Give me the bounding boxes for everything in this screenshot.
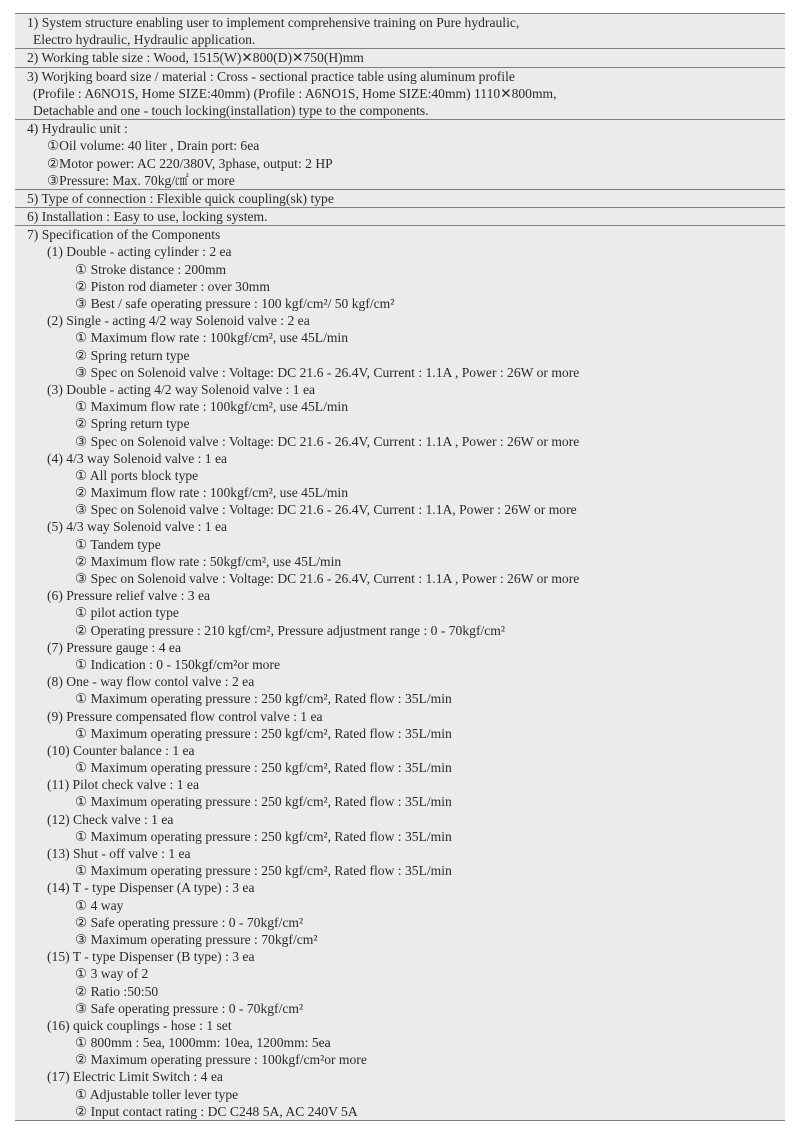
spec-line: (2) Single - acting 4/2 way Solenoid valve : 2 ea <box>47 313 310 329</box>
spec-line: ① Maximum operating pressure : 250 kgf/cm², Rated flow : 35L/min <box>75 691 452 707</box>
spec-line: Electro hydraulic, Hydraulic application. <box>33 32 256 48</box>
spec-line: (8) One - way flow contol valve : 2 ea <box>47 674 255 690</box>
spec-section <box>15 207 785 225</box>
spec-line: ①Oil volume: 40 liter , Drain port: 6ea <box>47 138 260 154</box>
spec-line: ① 800mm : 5ea, 1000mm: 10ea, 1200mm: 5ea <box>75 1035 331 1051</box>
spec-line: ③ Spec on Solenoid valve : Voltage: DC 21.6 - 26.4V, Current : 1.1A , Power : 26W or more <box>75 364 580 380</box>
spec-line: (5) 4/3 way Solenoid valve : 1 ea <box>47 519 228 535</box>
spec-line: ② Input contact rating : DC C248 5A, AC 240V 5A <box>75 1103 358 1119</box>
spec-section <box>15 13 785 48</box>
spec-section <box>15 67 785 120</box>
spec-section <box>15 189 785 207</box>
spec-line: (10) Counter balance : 1 ea <box>47 742 195 758</box>
spec-line: ③ Best / safe operating pressure : 100 kgf/cm²/ 50 kgf/cm² <box>75 296 395 311</box>
spec-line: (9) Pressure compensated flow control valve : 1 ea <box>47 708 323 724</box>
spec-line: ③ Maximum operating pressure : 70kgf/cm² <box>75 931 318 947</box>
spec-line: ① Tandem type <box>75 536 161 552</box>
spec-line: (1) Double - acting cylinder : 2 ea <box>47 244 232 260</box>
spec-line: (3) Double - acting 4/2 way Solenoid valve : 1 ea <box>47 381 316 397</box>
spec-line: (15) T - type Dispenser (B type) : 3 ea <box>47 949 255 965</box>
spec-line: ②Motor power: AC 220/380V, 3phase, output: 2 HP <box>47 155 333 171</box>
section-heading: 1) System structure enabling user to implement comprehensive training on Pure hydraulic, <box>27 15 520 30</box>
spec-line: (Profile : A6NO1S, Home SIZE:40mm) (Profile : A6NO1S, Home SIZE:40mm) 1110✕800mm, <box>33 85 557 101</box>
spec-line: ③ Spec on Solenoid valve : Voltage: DC 21.6 - 26.4V, Current : 1.1A , Power : 26W or more <box>75 571 580 586</box>
spec-line: ② Operating pressure : 210 kgf/cm², Pressure adjustment range : 0 - 70kgf/cm² <box>75 622 505 638</box>
spec-line: ② Safe operating pressure : 0 - 70kgf/cm² <box>75 914 304 930</box>
spec-line: (12) Check valve : 1 ea <box>47 811 174 827</box>
spec-line: ① Maximum operating pressure : 250 kgf/cm², Rated flow : 35L/min <box>75 760 452 776</box>
spec-line: ① Adjustable toller lever type <box>75 1086 239 1102</box>
spec-line: ① Maximum operating pressure : 250 kgf/cm², Rated flow : 35L/min <box>75 863 452 879</box>
spec-line: ① 4 way <box>75 897 124 913</box>
section-heading: 3) Worjking board size / material : Cross - sectional practice table using aluminum profile <box>27 68 515 84</box>
spec-line: (4) 4/3 way Solenoid valve : 1 ea <box>47 450 228 466</box>
spec-line: (11) Pilot check valve : 1 ea <box>47 777 199 793</box>
spec-line: ② Maximum flow rate : 100kgf/cm², use 45L/min <box>75 485 348 501</box>
spec-line: ② Ratio :50:50 <box>75 983 159 999</box>
spec-line: (14) T - type Dispenser (A type) : 3 ea <box>47 880 255 896</box>
spec-line: ① Maximum operating pressure : 250 kgf/cm², Rated flow : 35L/min <box>75 828 452 844</box>
section-heading: 2) Working table size : Wood, 1515(W)✕800(D)✕750(H)mm <box>27 50 364 66</box>
section-heading: 7) Specification of the Components <box>27 227 221 243</box>
section-heading: 6) Installation : Easy to use, locking system. <box>27 209 268 225</box>
spec-line: Detachable and one - touch locking(installation) type to the components. <box>33 102 429 118</box>
spec-line: (7) Pressure gauge : 4 ea <box>47 639 181 655</box>
spec-line: ① Maximum operating pressure : 250 kgf/cm², Rated flow : 35L/min <box>75 794 452 810</box>
spec-line: (17) Electric Limit Switch : 4 ea <box>47 1069 223 1085</box>
section-heading: 5) Type of connection : Flexible quick coupling(sk) type <box>27 190 334 206</box>
spec-line: ① Maximum operating pressure : 250 kgf/cm², Rated flow : 35L/min <box>75 725 452 741</box>
spec-line: ① Stroke distance : 200mm <box>75 261 227 277</box>
spec-line: ① All ports block type <box>75 467 199 483</box>
spec-line: ① Indication : 0 - 150kgf/cm²or more <box>75 656 281 672</box>
spec-line: ③ Spec on Solenoid valve : Voltage: DC 21.6 - 26.4V, Current : 1.1A , Power : 26W or more <box>75 433 580 449</box>
spec-line: ② Piston rod diameter : over 30mm <box>75 278 270 294</box>
spec-line: (16) quick couplings - hose : 1 set <box>47 1017 232 1033</box>
spec-line: ③ Safe operating pressure : 0 - 70kgf/cm² <box>75 1000 304 1016</box>
spec-table <box>15 13 785 1121</box>
spec-line: (6) Pressure relief valve : 3 ea <box>47 588 211 604</box>
spec-line: ① Maximum flow rate : 100kgf/cm², use 45L/min <box>75 399 348 415</box>
spec-line: ② Spring return type <box>75 416 190 432</box>
spec-line: ① Maximum flow rate : 100kgf/cm², use 45L/min <box>75 330 348 346</box>
section-heading: 4) Hydraulic unit : <box>27 121 128 137</box>
spec-line: ① 3 way of 2 <box>75 966 149 982</box>
spec-line: ③ Spec on Solenoid valve : Voltage: DC 21.6 - 26.4V, Current : 1.1A, Power : 26W or more <box>75 502 577 518</box>
spec-line: ② Spring return type <box>75 347 190 363</box>
spec-line: ① pilot action type <box>75 605 179 621</box>
spec-line: (13) Shut - off valve : 1 ea <box>47 846 191 861</box>
spec-line: ② Maximum flow rate : 50kgf/cm², use 45L/min <box>75 553 342 569</box>
spec-line: ② Maximum operating pressure : 100kgf/cm²or more <box>75 1052 367 1068</box>
spec-section <box>15 48 785 66</box>
spec-section <box>15 119 785 189</box>
spec-section <box>15 225 785 1121</box>
spec-line: ③Pressure: Max. 70kg/㎠ or more <box>47 172 235 188</box>
